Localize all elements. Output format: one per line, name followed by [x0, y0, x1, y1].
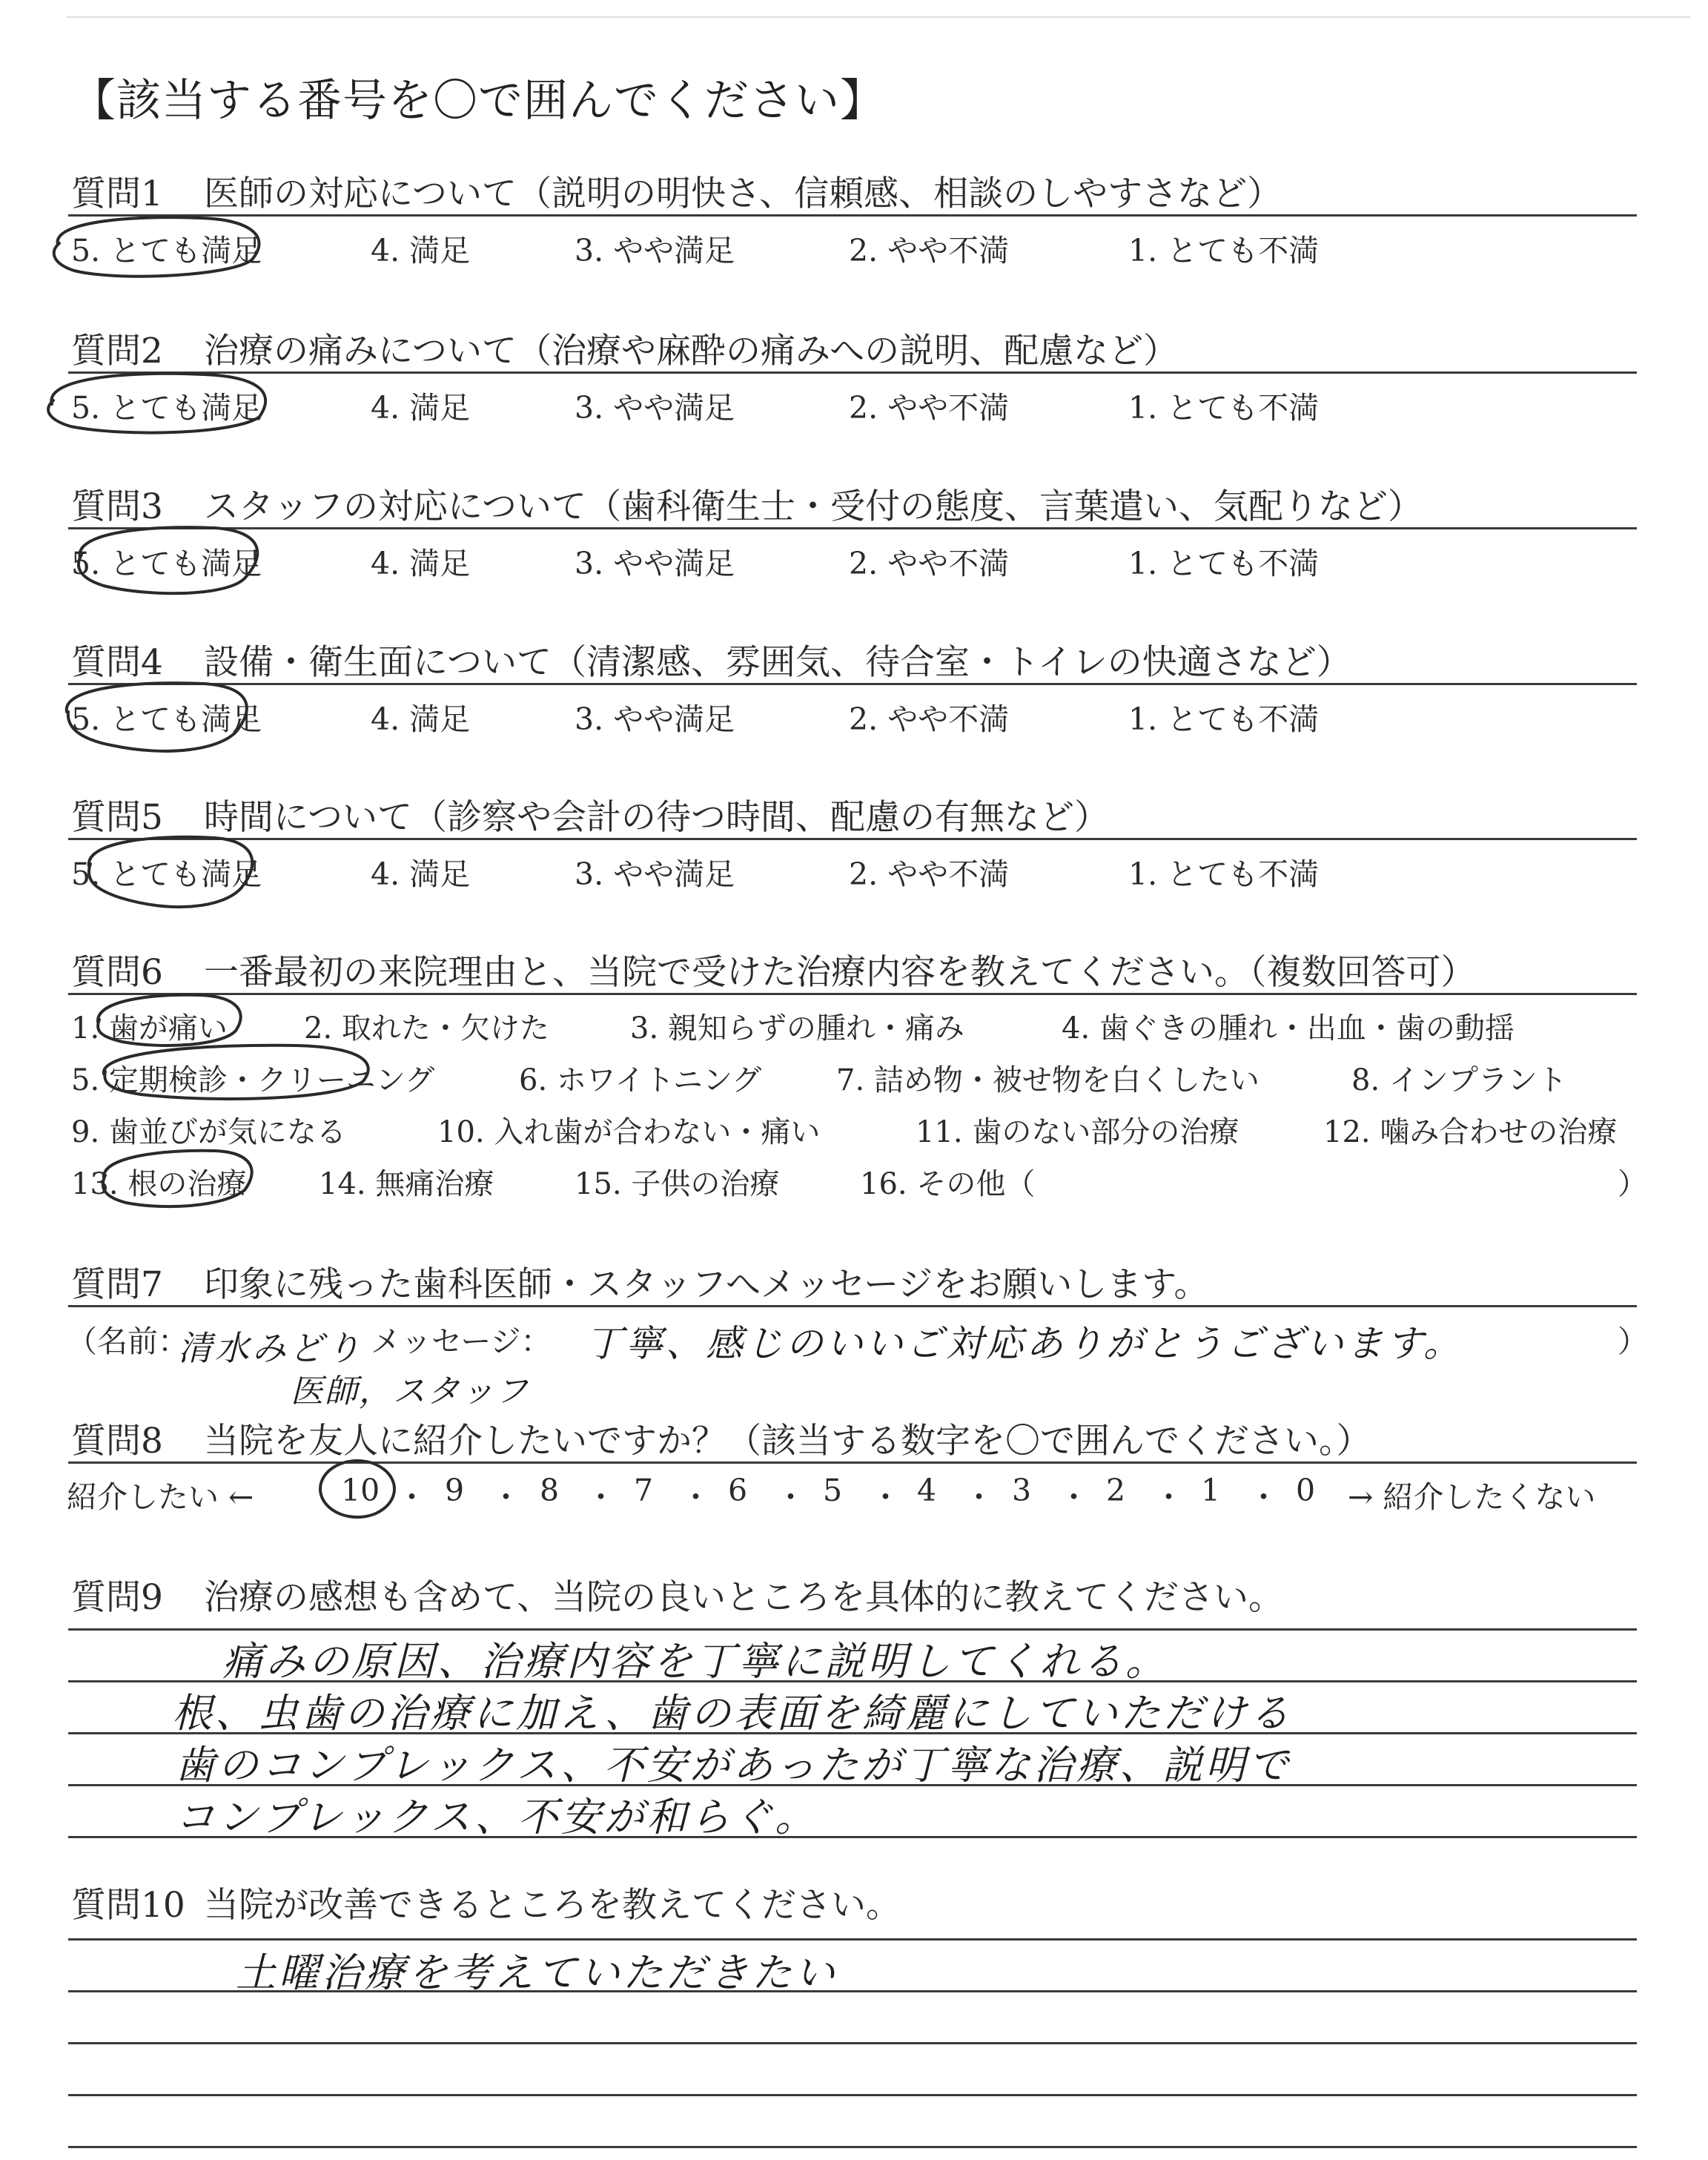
q10-label: 質問10	[71, 1885, 185, 1926]
q8-scale-8[interactable]: 8	[540, 1473, 560, 1508]
q8-left-label: 紹介したい ←	[67, 1479, 254, 1515]
q6-option-14[interactable]: 14. 無痛治療	[319, 1167, 494, 1201]
q5-selection-circle	[89, 837, 252, 907]
q1-selection-circle	[54, 217, 259, 277]
q6-option-12[interactable]: 12. 噛み合わせの治療	[1323, 1115, 1618, 1149]
q4-label: 質問4	[71, 642, 163, 683]
q6-selection-circle-13	[103, 1151, 252, 1206]
q9-text: 治療の感想も含めて、当院の良いところを具体的に教えてください。	[204, 1577, 1284, 1618]
q8-scale-separator: ・	[491, 1479, 521, 1515]
q4-option-1[interactable]: 1. とても不満	[1128, 701, 1320, 737]
q6-option-4[interactable]: 4. 歯ぐきの腫れ・出血・歯の動揺	[1062, 1011, 1515, 1046]
page-title: 【該当する番号を〇で囲んでください】	[71, 75, 885, 127]
q8-scale-4[interactable]: 4	[917, 1473, 937, 1508]
q8-scale-separator: ・	[775, 1479, 806, 1515]
q3-option-5[interactable]: 5. とても満足	[71, 546, 262, 581]
q6-selection-circle-5	[104, 1046, 368, 1099]
q9-answer-text-1[interactable]: 痛みの原因、治療内容を丁寧に説明してくれる。	[222, 1638, 1168, 1685]
q8-scale-separator: ・	[870, 1479, 901, 1515]
q6-option-6[interactable]: 6. ホワイトニング	[519, 1063, 762, 1097]
q8-scale-9[interactable]: 9	[445, 1473, 465, 1508]
q4-text: 設備・衛生面について（清潔感、雰囲気、待合室・トイレの快適さなど）	[204, 642, 1351, 683]
q6-other-close-paren: ）	[1618, 1167, 1647, 1201]
q8-scale-2[interactable]: 2	[1106, 1473, 1126, 1508]
q1-label: 質問1	[71, 174, 163, 214]
q2-label: 質問2	[71, 331, 163, 371]
q7-message-value[interactable]: 丁寧、感じのいいご対応ありがとうございます。	[586, 1322, 1463, 1365]
q8-scale-5[interactable]: 5	[823, 1473, 843, 1508]
q8-scale-6[interactable]: 6	[728, 1473, 748, 1508]
q3-option-1[interactable]: 1. とても不満	[1128, 546, 1320, 581]
q8-scale-separator: ・	[964, 1479, 994, 1515]
q2-text: 治療の痛みについて（治療や麻酔の痛みへの説明、配慮など）	[204, 331, 1179, 371]
q8-scale-1[interactable]: 1	[1201, 1473, 1221, 1508]
q8-scale-separator: ・	[397, 1479, 427, 1515]
q8-scale-10[interactable]: 10	[341, 1473, 380, 1508]
q3-option-2[interactable]: 2. やや不満	[849, 546, 1010, 581]
q9-answer-text-4[interactable]: コンプレックス、不安が和らぐ。	[175, 1794, 818, 1840]
q6-label: 質問6	[71, 952, 163, 993]
q1-option-1[interactable]: 1. とても不満	[1128, 233, 1320, 268]
q4-option-4[interactable]: 4. 満足	[371, 701, 471, 737]
q7-text: 印象に残った歯科医師・スタッフへメッセージをお願いします。	[204, 1264, 1209, 1305]
q6-option-9[interactable]: 9. 歯並びが気になる	[71, 1115, 346, 1149]
q8-scale-7[interactable]: 7	[634, 1473, 654, 1508]
q10-answer-text-1[interactable]: 土曜治療を考えていただきたい	[236, 1949, 838, 1996]
q5-option-3[interactable]: 3. やや満足	[575, 856, 735, 892]
q6-option-2[interactable]: 2. 取れた・欠けた	[304, 1011, 549, 1046]
q3-text: スタッフの対応について（歯科衛生士・受付の態度、言葉遣い、気配りなど）	[204, 486, 1423, 527]
q8-label: 質問8	[71, 1421, 163, 1462]
q3-label: 質問3	[71, 486, 163, 527]
q8-text: 当院を友人に紹介したいですか？（該当する数字を〇で囲んでください。）	[204, 1421, 1371, 1462]
q7-close-paren: ）	[1618, 1324, 1648, 1359]
q1-option-3[interactable]: 3. やや満足	[575, 233, 735, 268]
q5-text: 時間について（診察や会計の待つ時間、配慮の有無など）	[204, 797, 1110, 838]
q8-scale-separator: ・	[1153, 1479, 1184, 1515]
q3-option-3[interactable]: 3. やや満足	[575, 546, 735, 581]
q9-label: 質問9	[71, 1577, 163, 1618]
q4-selection-circle	[67, 683, 247, 751]
q9-answer-text-3[interactable]: 歯のコンプレックス、不安があったが丁寧な治療、説明で	[175, 1742, 1291, 1789]
q8-scale-3[interactable]: 3	[1012, 1473, 1032, 1508]
q9-answer-text-2[interactable]: 根、虫歯の治療に加え、歯の表面を綺麗にしていただける	[172, 1690, 1293, 1737]
q6-option-5[interactable]: 5. 定期検診・クリーニング	[71, 1063, 435, 1097]
q2-selection-circle	[48, 374, 265, 433]
q6-option-13[interactable]: 13. 根の治療	[71, 1167, 247, 1201]
q6-option-8[interactable]: 8. インプラント	[1351, 1063, 1567, 1097]
q5-label: 質問5	[71, 797, 163, 838]
q6-option-16[interactable]: 16. その他（	[860, 1167, 1036, 1201]
q4-option-2[interactable]: 2. やや不満	[849, 701, 1010, 737]
q1-text: 医師の対応について（説明の明快さ、信頼感、相談のしやすさなど）	[204, 174, 1282, 214]
q6-option-11[interactable]: 11. 歯のない部分の治療	[916, 1115, 1239, 1149]
q6-option-3[interactable]: 3. 親知らずの腫れ・痛み	[630, 1011, 964, 1046]
q7-label: 質問7	[71, 1264, 163, 1305]
q3-selection-circle	[79, 527, 257, 593]
q8-scale-separator: ・	[681, 1479, 711, 1515]
q2-option-4[interactable]: 4. 満足	[371, 390, 471, 426]
q7-message-label: メッセージ：	[371, 1324, 552, 1359]
q8-scale-separator: ・	[586, 1479, 616, 1515]
q8-scale-separator: ・	[1248, 1479, 1279, 1515]
q2-option-3[interactable]: 3. やや満足	[575, 390, 735, 426]
q8-scale-0[interactable]: 0	[1296, 1473, 1316, 1508]
q4-option-3[interactable]: 3. やや満足	[575, 701, 735, 737]
q2-option-2[interactable]: 2. やや不満	[849, 390, 1010, 426]
q1-option-2[interactable]: 2. やや不満	[849, 233, 1010, 268]
q6-text: 一番最初の来院理由と、当院で受けた治療内容を教えてください。（複数回答可）	[204, 952, 1476, 993]
q7-name-label: （名前：	[67, 1324, 188, 1359]
q8-scale-separator: ・	[1059, 1479, 1089, 1515]
q7-name-value[interactable]: 清水みどり	[178, 1328, 363, 1368]
q6-option-10[interactable]: 10. 入れ歯が合わない・痛い	[437, 1115, 821, 1149]
q2-option-1[interactable]: 1. とても不満	[1128, 390, 1320, 426]
q5-option-5[interactable]: 5. とても満足	[71, 856, 262, 892]
q5-option-1[interactable]: 1. とても不満	[1128, 856, 1320, 892]
q6-option-1[interactable]: 1. 歯が痛い	[71, 1011, 228, 1046]
q6-option-15[interactable]: 15. 子供の治療	[575, 1167, 780, 1201]
q1-option-5[interactable]: 5. とても満足	[71, 233, 262, 268]
q6-selection-circle-1	[98, 995, 241, 1046]
q2-option-5[interactable]: 5. とても満足	[71, 390, 262, 426]
q6-option-7[interactable]: 7. 詰め物・被せ物を白くしたい	[836, 1063, 1260, 1097]
q7-name-value-2[interactable]: 医師，スタッフ	[291, 1373, 529, 1410]
q1-option-4[interactable]: 4. 満足	[371, 233, 471, 268]
q5-option-2[interactable]: 2. やや不満	[849, 856, 1010, 892]
q5-option-4[interactable]: 4. 満足	[371, 856, 471, 892]
q10-text: 当院が改善できるところを教えてください。	[204, 1885, 901, 1926]
q3-option-4[interactable]: 4. 満足	[371, 546, 471, 581]
q8-right-label: → 紹介したくない	[1348, 1479, 1596, 1515]
q4-option-5[interactable]: 5. とても満足	[71, 701, 262, 737]
